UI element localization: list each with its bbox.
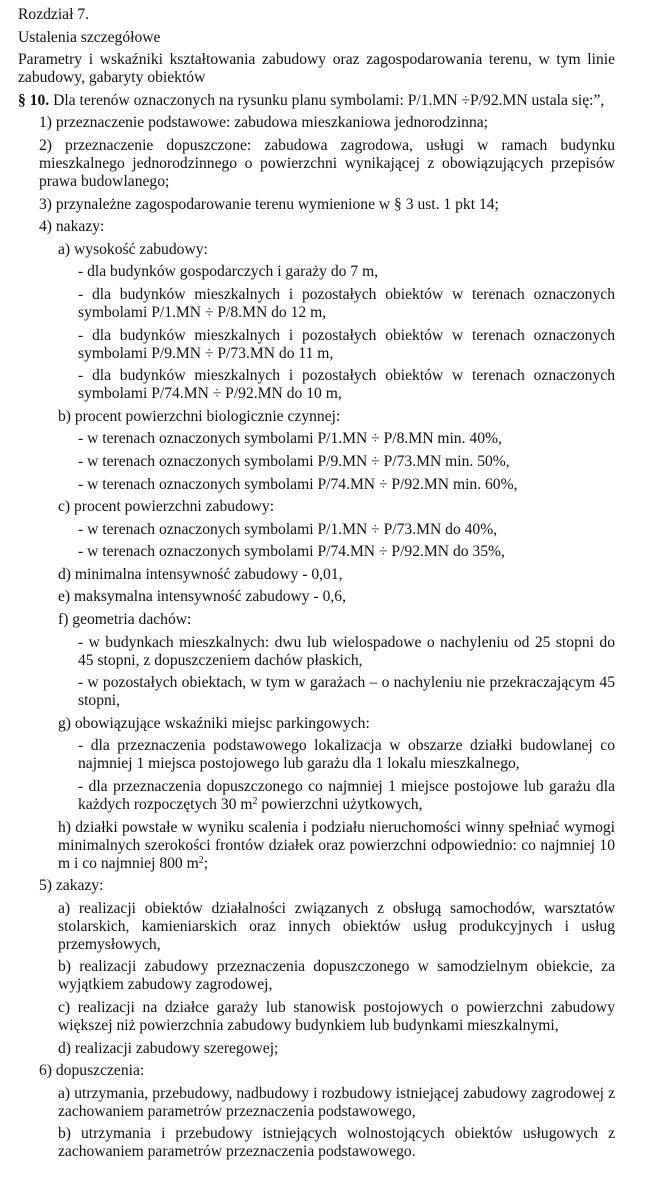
point-6-label: 6) dopuszczenia: [39, 1062, 145, 1080]
list-item: - dla przeznaczenia podstawowego lokalizacja w obszarze działki budowlanej co najmniej 1 miejsca postojowego lub garażu dla 1 lokalu mieszkalnego, [78, 737, 615, 773]
list-item: - w terenach oznaczonych symbolami P/1.MN ÷ P/73.MN do 40%, [78, 520, 498, 538]
point-5-label: 5) zakazy: [39, 877, 104, 895]
paragraph-number: § 10. [18, 91, 50, 109]
list-item: - w terenach oznaczonych symbolami P/1.MN ÷ P/8.MN min. 40%, [78, 430, 502, 448]
list-item: - dla budynków mieszkalnych i pozostałych obiektów w terenach oznaczonych symbolami P/74.MN ÷ P/92.MN do 10 m, [78, 367, 615, 403]
section-heading: Parametry i wskaźniki kształtowania zabudowy oraz zagospodarowania terenu, w tym linie zabudowy, gabaryty obiektów [18, 51, 615, 87]
paragraph-intro: § 10. Dla terenów oznaczonych na rysunku planu symbolami: P/1.MN ÷P/92.MN ustala się:”, [18, 91, 605, 109]
list-item: - w terenach oznaczonych symbolami P/74.MN ÷ P/92.MN do 35%, [78, 543, 505, 561]
list-item: - w terenach oznaczonych symbolami P/74.MN ÷ P/92.MN min. 60%, [78, 475, 518, 493]
point-1: 1) przeznaczenie podstawowe: zabudowa mieszkaniowa jednorodzinna; [39, 114, 488, 132]
point-4g-label: g) obowiązujące wskaźniki miejsc parkingowych: [58, 714, 370, 732]
point-4f-label: f) geometria dachów: [58, 611, 192, 629]
point-4h: h) działki powstałe w wyniku scalenia i podziału nieruchomości winny spełniać wymogi minimalnych szerokości frontów działek oraz powierzchni odpowiednio: co najmniej 10 m i co najmniej 800 $m^2$; [58, 818, 615, 872]
point-4c-label: c) procent powierzchni zabudowy: [58, 498, 275, 516]
list-item: - w pozostałych obiektach, w tym w garażach – o nachyleniu nie przekraczającym 45 stopni, [78, 674, 615, 710]
list-item: - w terenach oznaczonych symbolami P/9.MN ÷ P/73.MN min. 50%, [78, 452, 510, 470]
point-3: 3) przynależne zagospodarowanie terenu wymienione w § 3 ust. 1 pkt 14; [39, 195, 499, 213]
list-item: a) realizacji obiektów działalności związanych z obsługą samochodów, warsztatów stolarskich, kamieniarskich oraz innych obiektów usług produkcyjnych i usług przemysłowych, [58, 899, 615, 953]
list-item: - dla przeznaczenia dopuszczonego co najmniej 1 miejsce postojowe lub garażu dla każdych rozpoczętych 30 $m^2$ powierzchni użytkowych, [78, 778, 615, 814]
list-item: b) realizacji zabudowy przeznaczenia dopuszczonego w samodzielnym obiekcie, za wyjątkiem zabudowy zagrodowej, [58, 958, 615, 994]
list-item: d) realizacji zabudowy szeregowej; [58, 1039, 279, 1057]
list-item: c) realizacji na działce garaży lub stanowisk postojowych o powierzchni zabudowy większej niż powierzchnia zabudowy budynkiem lub budynkami mieszkalnymi, [58, 999, 615, 1034]
point-2: 2) przeznaczenie dopuszczone: zabudowa zagrodowa, usługi w ramach budynku mieszkalnego jednorodzinnego o powierzchni wynikającej z obowiązujących przepisów prawa budowlanego; [39, 136, 615, 190]
point-4b-label: b) procent powierzchni biologicznie czynnej: [58, 407, 341, 425]
point-4e: e) maksymalna intensywność zabudowy - 0,6, [58, 588, 346, 606]
list-item: a) utrzymania, przebudowy, nadbudowy i rozbudowy istniejącej zabudowy zagrodowej z zachowaniem parametrów przeznaczenia podstawowego, [58, 1084, 615, 1120]
list-item: - dla budynków gospodarczych i garaży do 7 m, [78, 263, 379, 281]
point-4a-label: a) wysokość zabudowy: [58, 240, 208, 258]
chapter-title: Ustalenia szczegółowe [18, 28, 161, 46]
chapter-number: Rozdział 7. [18, 6, 90, 23]
point-4-label: 4) nakazy: [39, 218, 105, 236]
list-item: b) utrzymania i przebudowy istniejących wolnostojących obiektów usługowych z zachowaniem parametrów przeznaczenia podstawowego. [58, 1125, 615, 1161]
list-item: - dla budynków mieszkalnych i pozostałych obiektów w terenach oznaczonych symbolami P/9.MN ÷ P/73.MN do 11 m, [78, 326, 615, 362]
list-item: - w budynkach mieszkalnych: dwu lub wielospadowe o nachyleniu od 25 stopni do 45 stopni, z dopuszczeniem dachów płaskich, [78, 633, 615, 669]
point-4d: d) minimalna intensywność zabudowy - 0,01, [58, 565, 343, 583]
list-item: - dla budynków mieszkalnych i pozostałych obiektów w terenach oznaczonych symbolami P/1.MN ÷ P/8.MN do 12 m, [78, 285, 615, 321]
